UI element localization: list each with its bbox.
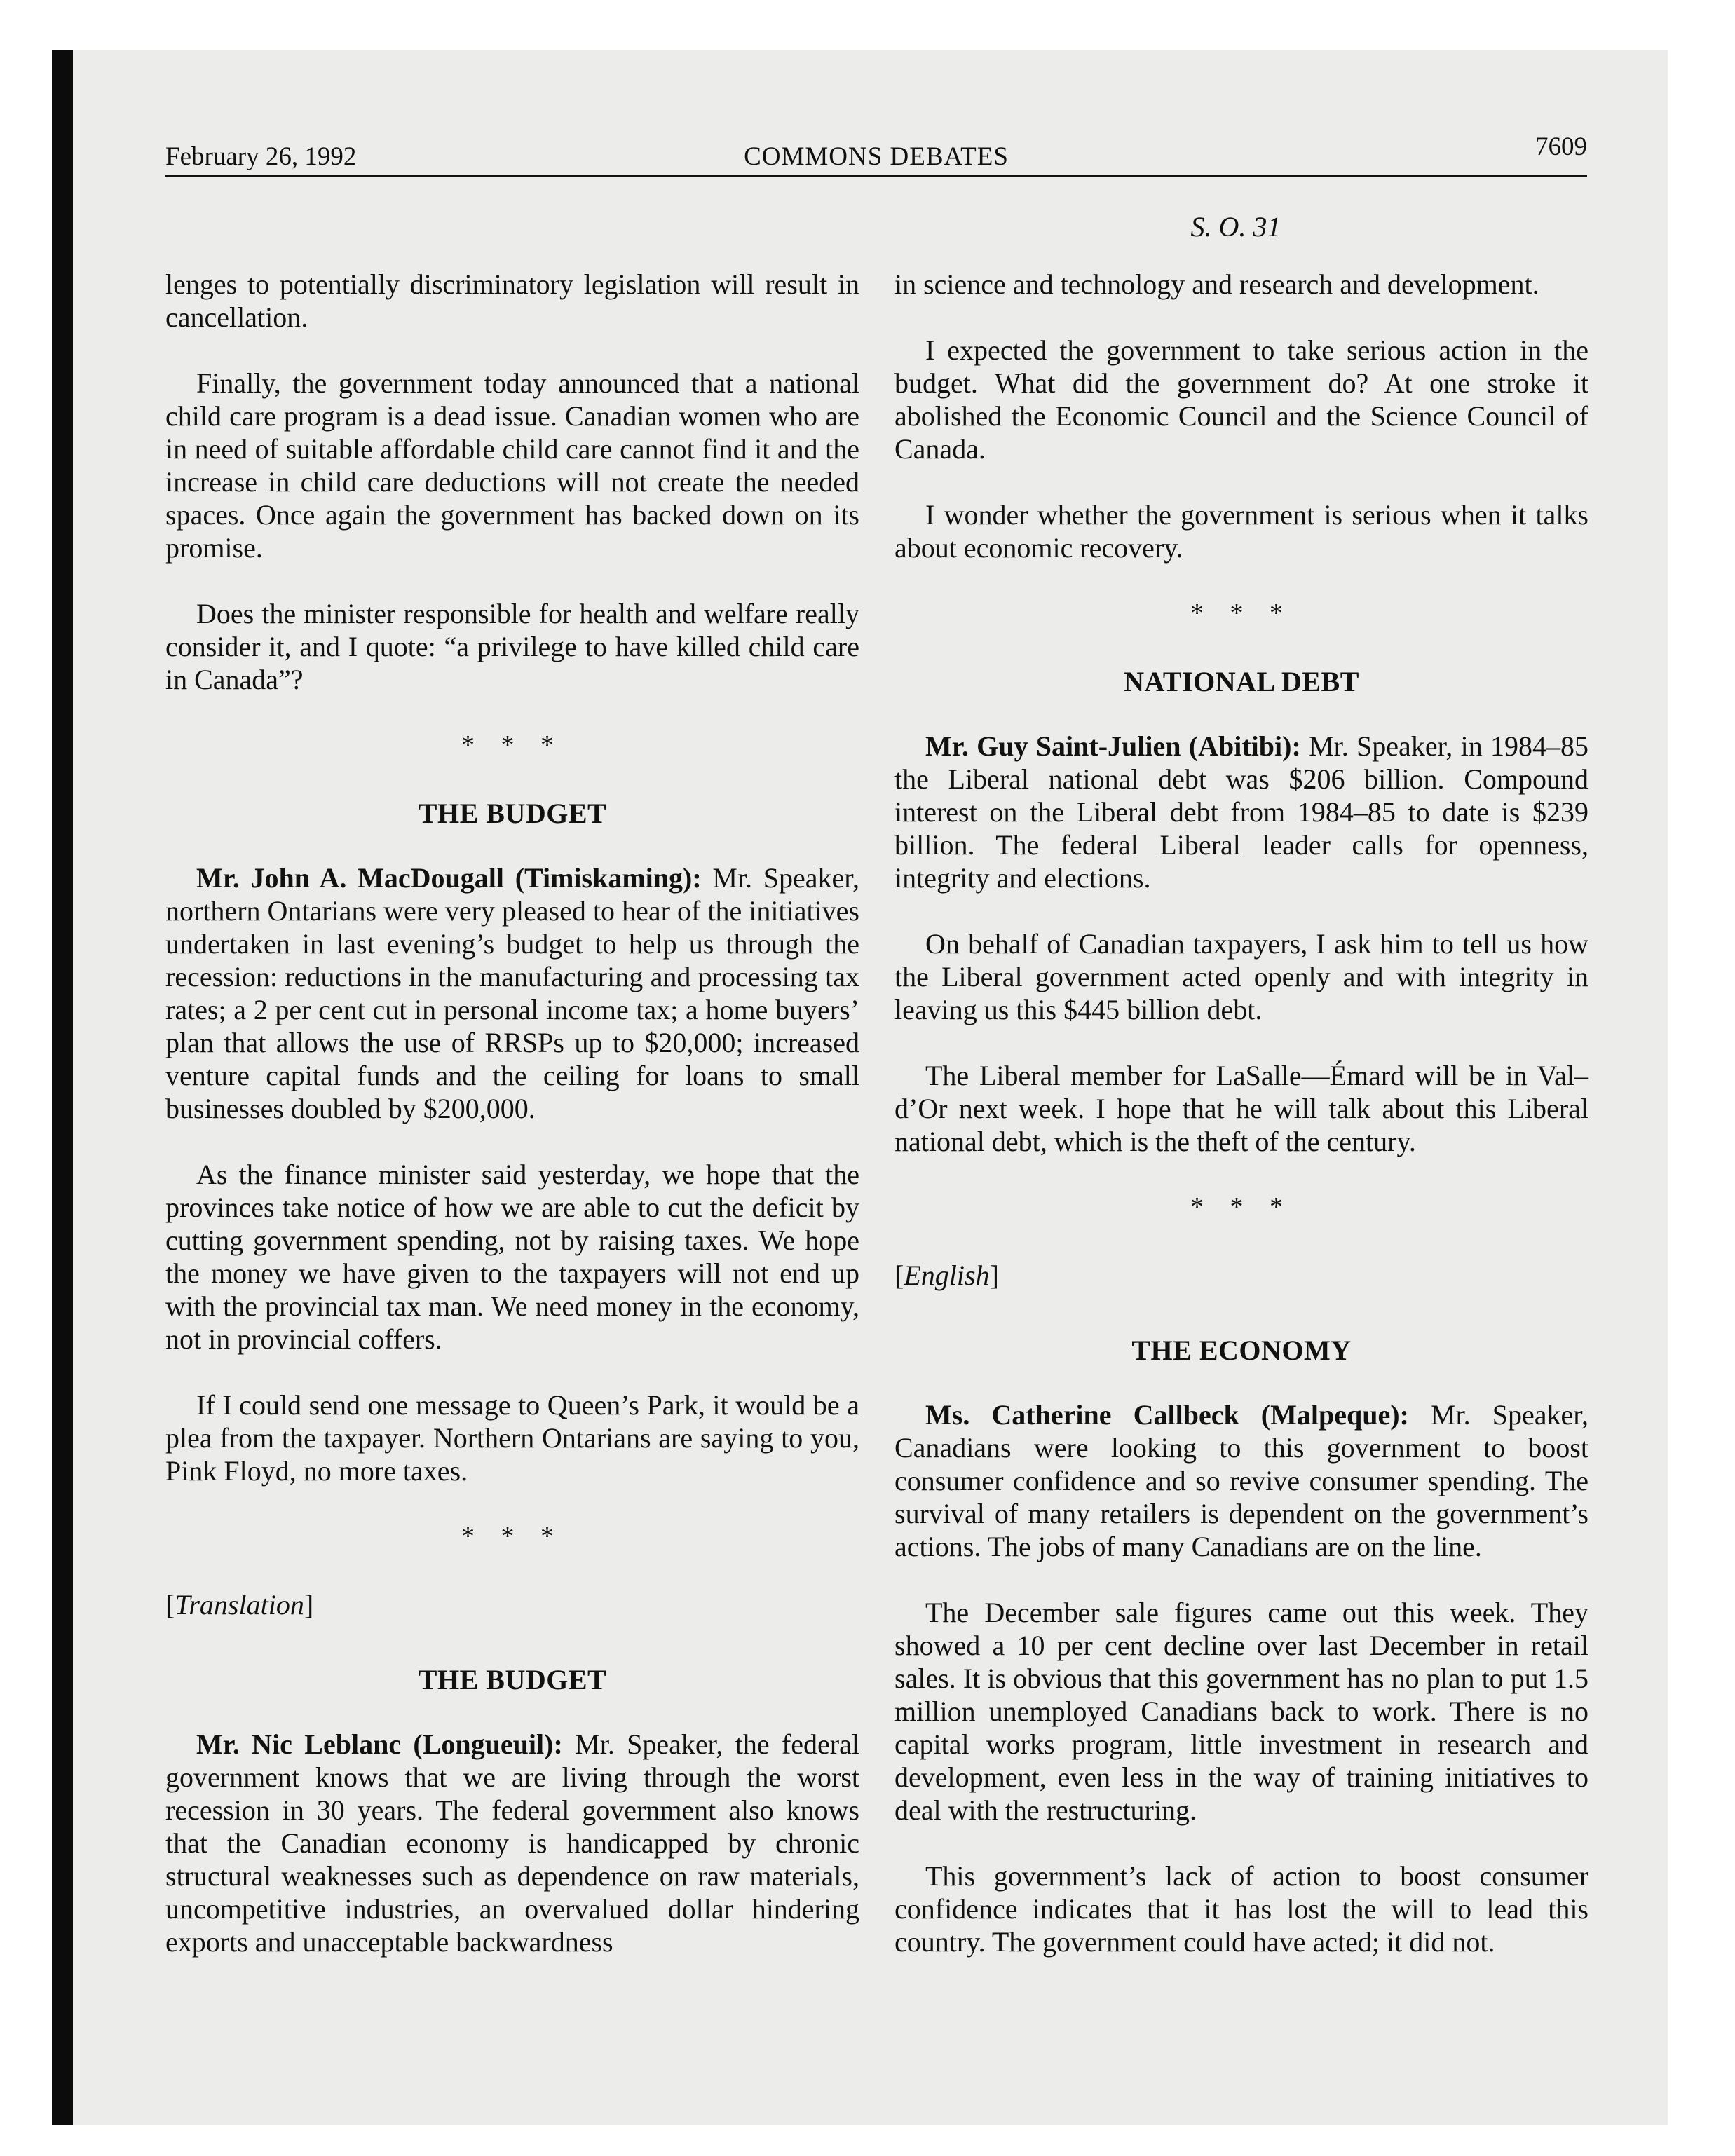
speaker-name: Mr. Nic Leblanc (Longueuil): [196, 1728, 563, 1760]
speech-paragraph [165, 1728, 859, 1958]
speech-text: Mr. Speaker, northern Ontarians were very pleased to hear of the initiatives undertaken in last evening’s budget to help us through the recession: reductions in the manufacturing and processing tax rates; a 2 per cent cut in personal income tax; a home buyers’ plan that allows the use of RRSPs up to $20,000; increased venture capital funds and the ceiling for loans to small businesses doubled by $200,000. [165, 862, 859, 1124]
header-rule [165, 175, 1587, 177]
paragraph: On behalf of Canadian taxpayers, I ask him to tell us how the Liberal government acted openly and with integrity in leaving us this $445 billion debt. [894, 928, 1588, 1025]
paragraph: I expected the government to take serious action in the budget. What did the government do? At one stroke it abolished the Economic Council and the Science Council of Canada. [894, 334, 1588, 465]
scan-edge-bar [52, 50, 73, 2125]
paragraph: As the finance minister said yesterday, we hope that the provinces take notice of how we are able to cut the deficit by cutting government spending, not by raising taxes. We hope the money we have given to the taxpayers will not end up with the provincial tax man. We need money in the economy, not in provincial coffers. [165, 1159, 859, 1355]
paragraph: in science and technology and research and development. [894, 268, 1539, 300]
speech-paragraph [894, 730, 1588, 894]
section-separator: * * * [1190, 599, 1293, 628]
section-heading: NATIONAL DEBT [1124, 666, 1359, 697]
language-label: English [904, 1260, 990, 1291]
left-column [165, 268, 859, 1991]
speech-text: Mr. Speaker, Canadians were looking to this government to boost consumer confidence and so revive consumer spending. The survival of many retailers is dependent on the government’s actions. The jobs of many Canadians are on the line. [894, 1399, 1588, 1562]
paragraph: I wonder whether the government is serious when it talks about economic recovery. [894, 499, 1588, 564]
section-separator: * * * [1190, 1192, 1293, 1222]
paragraph: Finally, the government today announced that a national child care program is a dead issue. Canadian women who are in need of suitable affordable child care cannot find it and the increase in child care deductions will not create the needed spaces. Once again the government has backed down on its promise. [165, 367, 859, 564]
speech-text: Mr. Speaker, in 1984–85 the Liberal national debt was $206 billion. Compound interest on the Liberal debt from 1984–85 to date is $239 billion. The federal Liberal leader calls for openness, integrity and elections. [894, 730, 1588, 894]
section-heading: THE ECONOMY [1131, 1335, 1352, 1366]
paragraph: Does the minister responsible for health and welfare really consider it, and I quote: “a privilege to have killed child care in Canada”? [165, 598, 859, 695]
speech-paragraph [894, 1398, 1588, 1563]
language-note: [Translation] [165, 1589, 314, 1621]
language-note: [English] [894, 1260, 999, 1291]
speech-text: Mr. Speaker, the federal government knows that we are living through the worst recession in 30 years. The federal government also knows that the Canadian economy is handicapped by chronic structural weaknesses such as dependence on raw materials, uncompetitive industries, an overvalued dollar hindering exports and unacceptable backwardness [165, 1728, 859, 1958]
section-separator: * * * [461, 1522, 564, 1551]
paragraph: lenges to potentially discriminatory legislation will result in cancellation. [165, 268, 859, 333]
paragraph: The Liberal member for LaSalle—Émard will be in Val–d’Or next week. I hope that he will talk about this Liberal national debt, which is the theft of the century. [894, 1060, 1588, 1157]
paragraph: This government’s lack of action to boost consumer confidence indicates that it has lost the will to lead this country. The government could have acted; it did not. [894, 1860, 1588, 1958]
speaker-name: Ms. Catherine Callbeck (Malpeque): [925, 1399, 1409, 1431]
paragraph: The December sale figures came out this week. They showed a 10 per cent decline over last December in retail sales. It is obvious that this government has no plan to put 1.5 million unemployed Canadians back to work. There is no capital works program, little investment in research and development, even less in the way of training initiatives to deal with the restructuring. [894, 1597, 1588, 1826]
language-label: Translation [175, 1589, 304, 1621]
section-code: S. O. 31 [1190, 211, 1281, 243]
paragraph: If I could send one message to Queen’s Park, it would be a plea from the taxpayer. Northern Ontarians are saying to you, Pink Floyd, no more taxes. [165, 1389, 859, 1487]
header-page-number: 7609 [1535, 132, 1587, 161]
speech-paragraph [165, 861, 859, 1125]
running-header [165, 132, 1587, 174]
speaker-name: Mr. John A. MacDougall (Timiskaming): [196, 862, 702, 894]
section-separator: * * * [461, 730, 564, 760]
section-heading: THE BUDGET [418, 798, 607, 829]
header-date: February 26, 1992 [165, 142, 357, 171]
right-column [894, 268, 1588, 1991]
speaker-name: Mr. Guy Saint-Julien (Abitibi): [925, 730, 1301, 762]
header-title: COMMONS DEBATES [744, 142, 1009, 171]
section-heading: THE BUDGET [418, 1664, 607, 1696]
